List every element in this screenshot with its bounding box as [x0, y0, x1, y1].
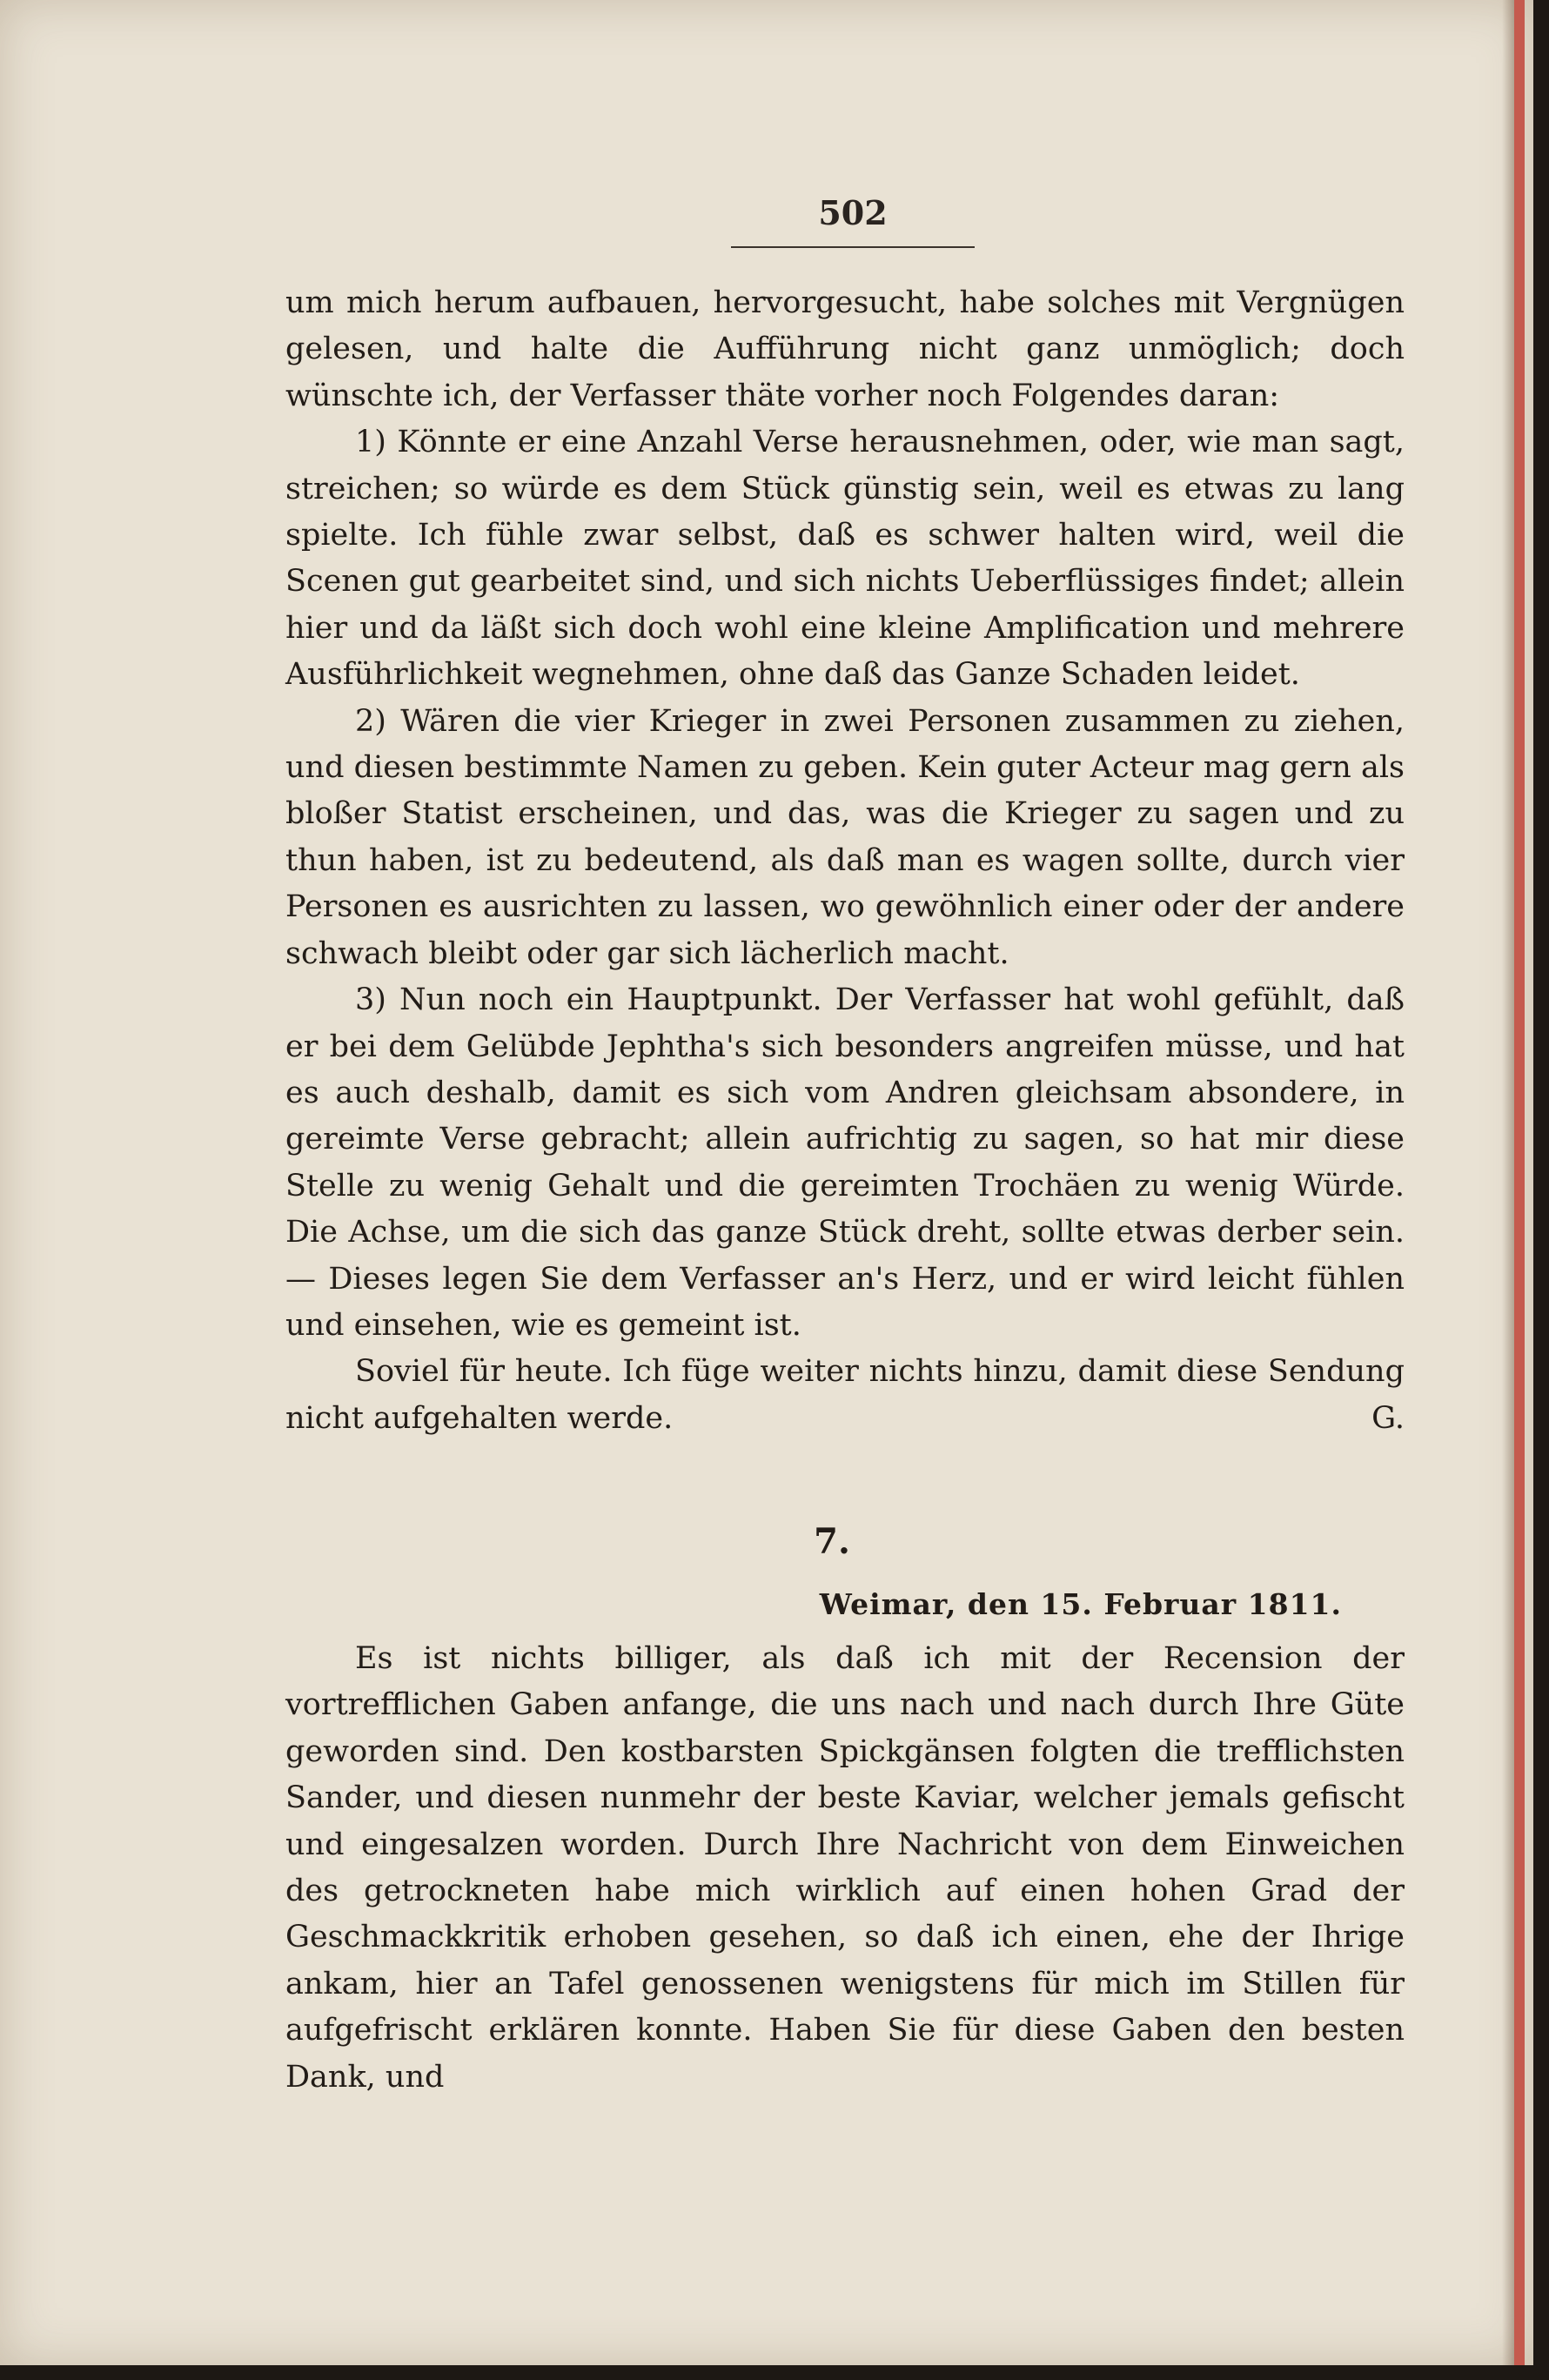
letter-number: 7. [814, 1521, 850, 1562]
letter-section-two [285, 1636, 1405, 2101]
header-rule [731, 246, 975, 248]
page-number: 502 [818, 193, 888, 232]
paragraph-point-1: 1) Könnte er eine Anzahl Verse herausnehmen, oder, wie man sagt, streichen; so würde es dem Stück günstig sein, weil es etwas zu lang spielte. Ich fühle zwar selbst, daß es schwer halten wird, weil die Scenen gut gearbeitet sind, und sich nichts Ueberflüssiges findet; allein hier und da läßt sich doch wohl eine kleine Amplification und mehrere Ausführlichkeit wegnehmen, ohne daß das Ganze Schaden leidet. [285, 425, 1405, 693]
paragraph-opening: um mich herum aufbauen, hervorgesucht, habe solches mit Vergnügen gelesen, und halte die Aufführung nicht ganz unmöglich; doch wünschte ich, der Verfasser thäte vorher noch Folgendes daran: [285, 285, 1405, 413]
page-gutter-shadow [1502, 0, 1514, 2365]
signature: G. [1371, 1400, 1405, 1436]
letter-section-one [285, 280, 1405, 1442]
closing-text: Soviel für heute. Ich füge weiter nichts hinzu, damit diese Sendung nicht aufgehalten werde. [285, 1354, 1405, 1436]
paragraph-closing [285, 1349, 1405, 1442]
red-page-edge [1514, 0, 1525, 2365]
paragraph-point-3: 3) Nun noch ein Hauptpunkt. Der Verfasser hat wohl gefühlt, daß er bei dem Gelübde Jephtha's sich besonders angreifen müsse, und hat es auch deshalb, damit es sich vom Andren gleichsam absondere, in gereimte Verse gebracht; allein aufrichtig zu sagen, so hat mir diese Stelle zu wenig Gehalt und die gereimten Trochäen zu wenig Würde. Die Achse, um die sich das ganze Stück dreht, sollte etwas derber sein. — Dieses legen Sie dem Verfasser an's Herz, und er wird leicht fühlen und einsehen, wie es gemeint ist. [285, 982, 1405, 1343]
dateline: Weimar, den 15. Februar 1811. [819, 1587, 1342, 1621]
paragraph-point-2: 2) Wären die vier Krieger in zwei Personen zusammen zu ziehen, und diesen bestimmte Namen zu geben. Kein guter Acteur mag gern als bloßer Statist erscheinen, und das, was die Krieger zu sagen und zu thun haben, ist zu bedeutend, als daß man es wagen sollte, durch vier Personen es ausrichten zu lassen, wo gewöhnlich einer oder der andere schwach bleibt oder gar sich lächerlich macht. [285, 703, 1405, 971]
paragraph-letter-7: Es ist nichts billiger, als daß ich mit der Recension der vortrefflichen Gaben anfange, die uns nach und nach durch Ihre Güte geworden sind. Den kostbarsten Spickgänsen folgten die trefflichsten Sander, und diesen nunmehr der beste Kaviar, welcher jemals gefischt und eingesalzen worden. Durch Ihre Nachricht von dem Einweichen des getrockneten habe mich wirklich auf einen hohen Grad der Geschmackkritik erhoben gesehen, so daß ich einen, ehe der Ihrige ankam, hier an Tafel genossenen wenigstens für mich im Stillen für aufgefrischt erklären konnte. Haben Sie für diese Gaben den besten Dank, und [285, 1641, 1405, 2095]
